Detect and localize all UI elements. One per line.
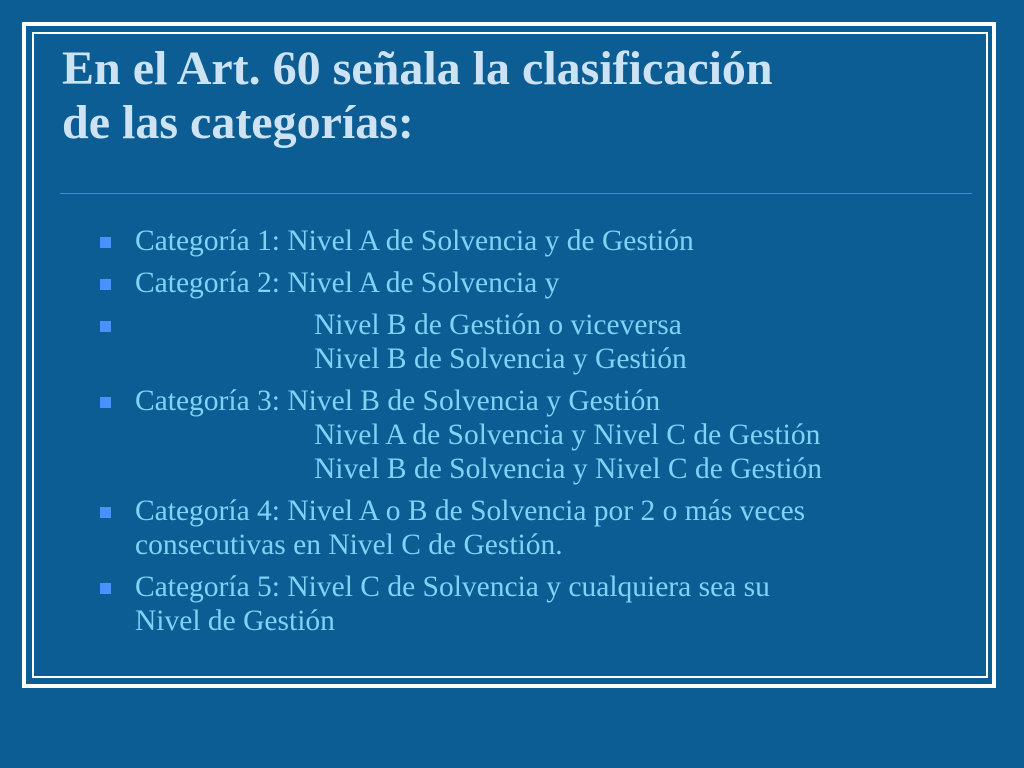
- bullet-item-categoria-2: [96, 266, 976, 300]
- bullet-line: Categoría 1: Nivel A de Solvencia y de Gestión: [135, 225, 694, 257]
- slide-title-line-1: En el Art. 60 señala la clasificación: [62, 42, 773, 95]
- bullet-line: Categoría 5: Nivel C de Solvencia y cualquiera sea su: [135, 571, 770, 603]
- bullet-item-categoria-1: [96, 224, 976, 258]
- square-bullet-icon: [100, 279, 111, 290]
- square-bullet-icon: [100, 237, 111, 248]
- bullet-line: Categoría 2: Nivel A de Solvencia y: [135, 267, 560, 299]
- bullet-line: Nivel de Gestión: [135, 605, 335, 637]
- title-divider: [60, 193, 972, 194]
- bullet-line: Nivel B de Solvencia y Gestión: [314, 343, 687, 375]
- square-bullet-icon: [100, 583, 111, 594]
- bullet-item-categoria-2-continuation: [96, 308, 976, 376]
- bullet-line: Categoría 3: Nivel B de Solvencia y Gestión: [135, 385, 661, 417]
- bullet-line: consecutivas en Nivel C de Gestión.: [135, 529, 563, 561]
- bullet-line: Nivel B de Gestión o viceversa: [314, 309, 682, 341]
- bullet-line: Nivel B de Solvencia y Nivel C de Gestión: [314, 453, 822, 485]
- bullet-line: Nivel A de Solvencia y Nivel C de Gestión: [314, 419, 821, 451]
- slide-title: [62, 42, 962, 150]
- square-bullet-icon: [100, 321, 111, 332]
- square-bullet-icon: [100, 397, 111, 408]
- slide-title-line-2: de las categorías:: [62, 96, 414, 149]
- bullet-line: Categoría 4: Nivel A o B de Solvencia por 2 o más veces: [135, 495, 806, 527]
- bullet-list: [96, 224, 976, 646]
- bullet-item-categoria-4: [96, 494, 976, 562]
- bullet-item-categoria-3: [96, 384, 976, 486]
- bullet-item-categoria-5: [96, 570, 976, 638]
- square-bullet-icon: [100, 507, 111, 518]
